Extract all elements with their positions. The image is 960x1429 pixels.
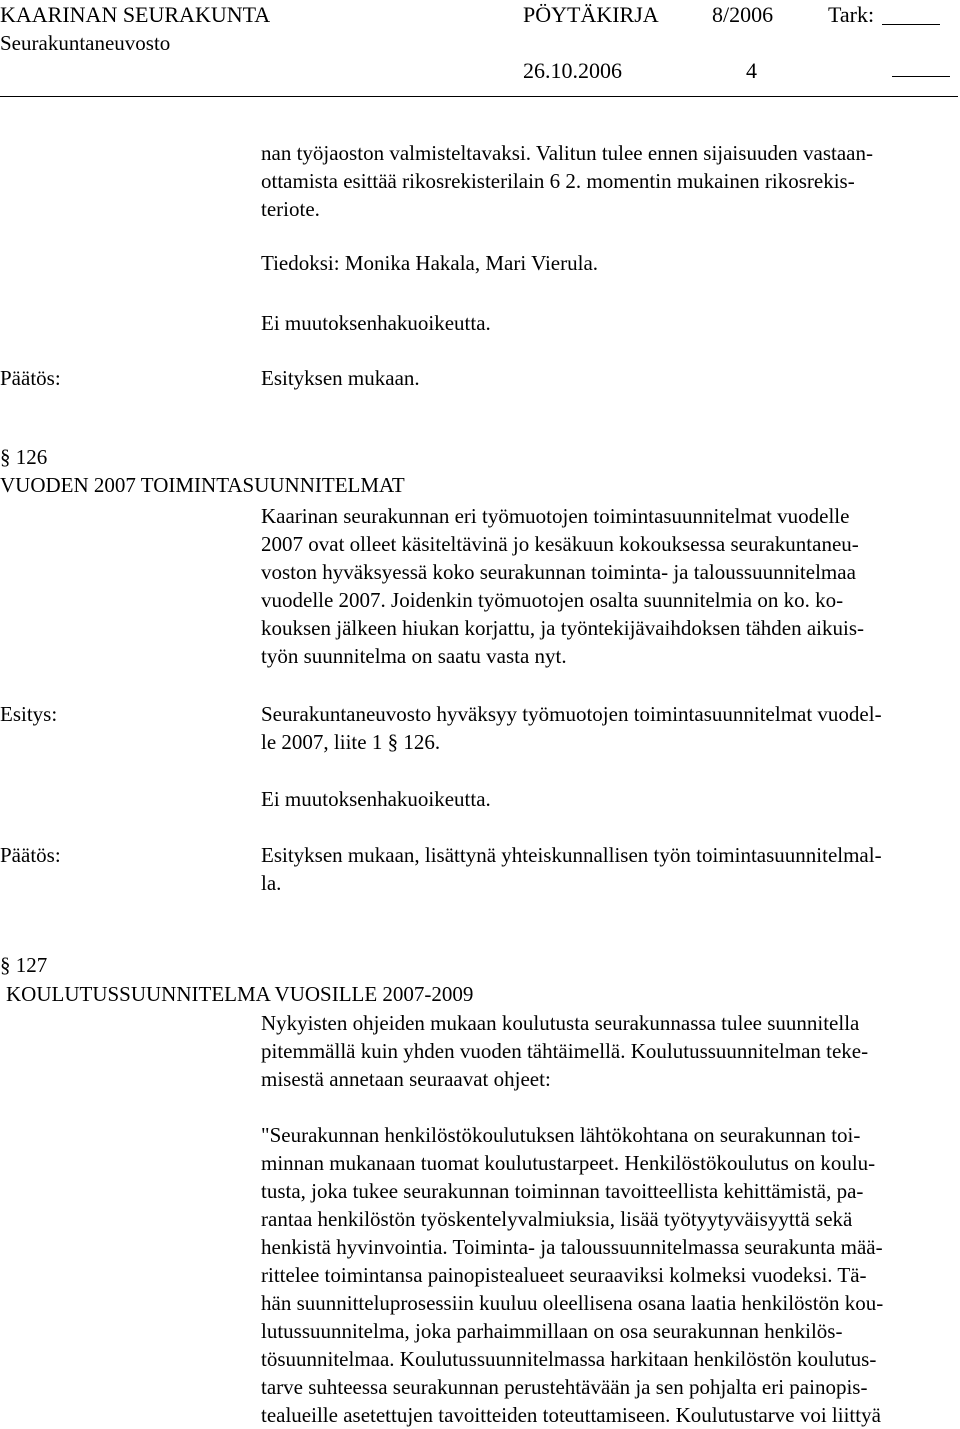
s126-line-1: Kaarinan seurakunnan eri työmuotojen toimintasuunnitelmat vuodelle [261,504,850,528]
section-126-title: VUODEN 2007 TOIMINTASUUNNITELMAT [0,473,405,497]
s127-line-1: Nykyisten ohjeiden mukaan koulutusta seurakunnassa tulee suunnitella [261,1011,860,1035]
quote-line-7: hän suunnitteluprosessiin kuuluu oleellisena osana laatia henkilöstön kou- [261,1291,884,1315]
s126-line-6: työn suunnitelma on saatu vasta nyt. [261,644,567,668]
paatos-text-1: Esityksen mukaan. [261,366,420,390]
s126-line-5: kouksen jälkeen hiukan korjattu, ja työntekijävaihdoksen tähden aikuis- [261,616,865,640]
quote-line-6: rittelee toimintansa painopistealueet seuraaviksi kolmeksi vuodeksi. Tä- [261,1263,867,1287]
header-date: 26.10.2006 [523,58,622,83]
quote-line-10: tarve suhteessa seurakunnan perustehtävään ja sen pohjalta eri painopis- [261,1375,868,1399]
tiedoksi-line: Tiedoksi: Monika Hakala, Mari Vierula. [261,251,599,275]
header-blank-line-2 [892,76,950,77]
section-127-title: KOULUTUSSUUNNITELMA VUOSILLE 2007-2009 [6,982,474,1006]
s126-line-4: vuodelle 2007. Joidenkin työmuotojen osalta suunnitelmia on ko. ko- [261,588,844,612]
s126-line-3: voston hyväksyessä koko seurakunnan toiminta- ja taloussuunnitelmaa [261,560,856,584]
top-line-1: nan työjaoston valmisteltavaksi. Valitun tulee ennen sijaisuuden vastaan- [261,141,873,165]
quote-line-2: minnan mukanaan tuomat koulutustarpeet. Henkilöstökoulutus on koulu- [261,1151,876,1175]
header-rule [0,96,958,97]
paatos-line-2b: la. [261,871,282,895]
s127-line-2: pitemmällä kuin yhden vuoden tähtäimellä. Koulutussuunnitelman teke- [261,1039,869,1063]
esitys-line-2: le 2007, liite 1 § 126. [261,730,441,754]
tark-blank-line [882,24,940,25]
header-page: 4 [746,58,757,83]
header-doc-type: PÖYTÄKIRJA [523,2,659,27]
quote-line-8: lutussuunnitelma, joka parhaimmillaan on osa seurakunnan henkilös- [261,1319,843,1343]
esitys-label: Esitys: [0,702,58,726]
header-tark [828,2,940,28]
paatos-label-2: Päätös: [0,843,61,867]
s127-line-3: misestä annetaan seuraavat ohjeet: [261,1067,551,1091]
section-126-number: § 126 [0,445,48,469]
quote-line-9: tösuunnitelmaa. Koulutussuunnitelmassa harkitaan henkilöstön koulutus- [261,1347,877,1371]
ei-muutos-line-2: Ei muutoksenhakuoikeutta. [261,787,491,811]
quote-line-5: henkistä hyvinvointia. Toiminta- ja taloussuunnitelmassa seurakunta mää- [261,1235,883,1259]
esitys-line-1: Seurakuntaneuvosto hyväksyy työmuotojen toimintasuunnitelmat vuodel- [261,702,882,726]
quote-line-4: rantaa henkilöstön työskentelyvalmiuksia, lisää työtyytyväisyyttä sekä [261,1207,853,1231]
header-tark-label: Tark: [828,2,875,27]
header-org: KAARINAN SEURAKUNTA [0,2,271,27]
s126-line-2: 2007 ovat olleet käsiteltävinä jo kesäkuun kokouksessa seurakuntaneu- [261,532,859,556]
header-number: 8/2006 [712,2,774,27]
top-line-3: teriote. [261,197,320,221]
ei-muutos-line-1: Ei muutoksenhakuoikeutta. [261,311,491,335]
quote-line-3: tusta, joka tukee seurakunnan toiminnan tavoitteellista kehittämistä, pa- [261,1179,864,1203]
section-127-number: § 127 [0,953,48,977]
paatos-line-2a: Esityksen mukaan, lisättynä yhteiskunnallisen työn toimintasuunnitelmal- [261,843,882,867]
paatos-label-1: Päätös: [0,366,61,390]
quote-line-11: tealueille asetettujen tavoitteiden toteuttamiseen. Koulutustarve voi liittyä [261,1403,881,1427]
header-body-name: Seurakuntaneuvosto [0,31,171,55]
top-line-2: ottamista esittää rikosrekisterilain 6 2. momentin mukainen rikosrekis- [261,169,855,193]
quote-line-1: "Seurakunnan henkilöstökoulutuksen lähtökohtana on seurakunnan toi- [261,1123,861,1147]
